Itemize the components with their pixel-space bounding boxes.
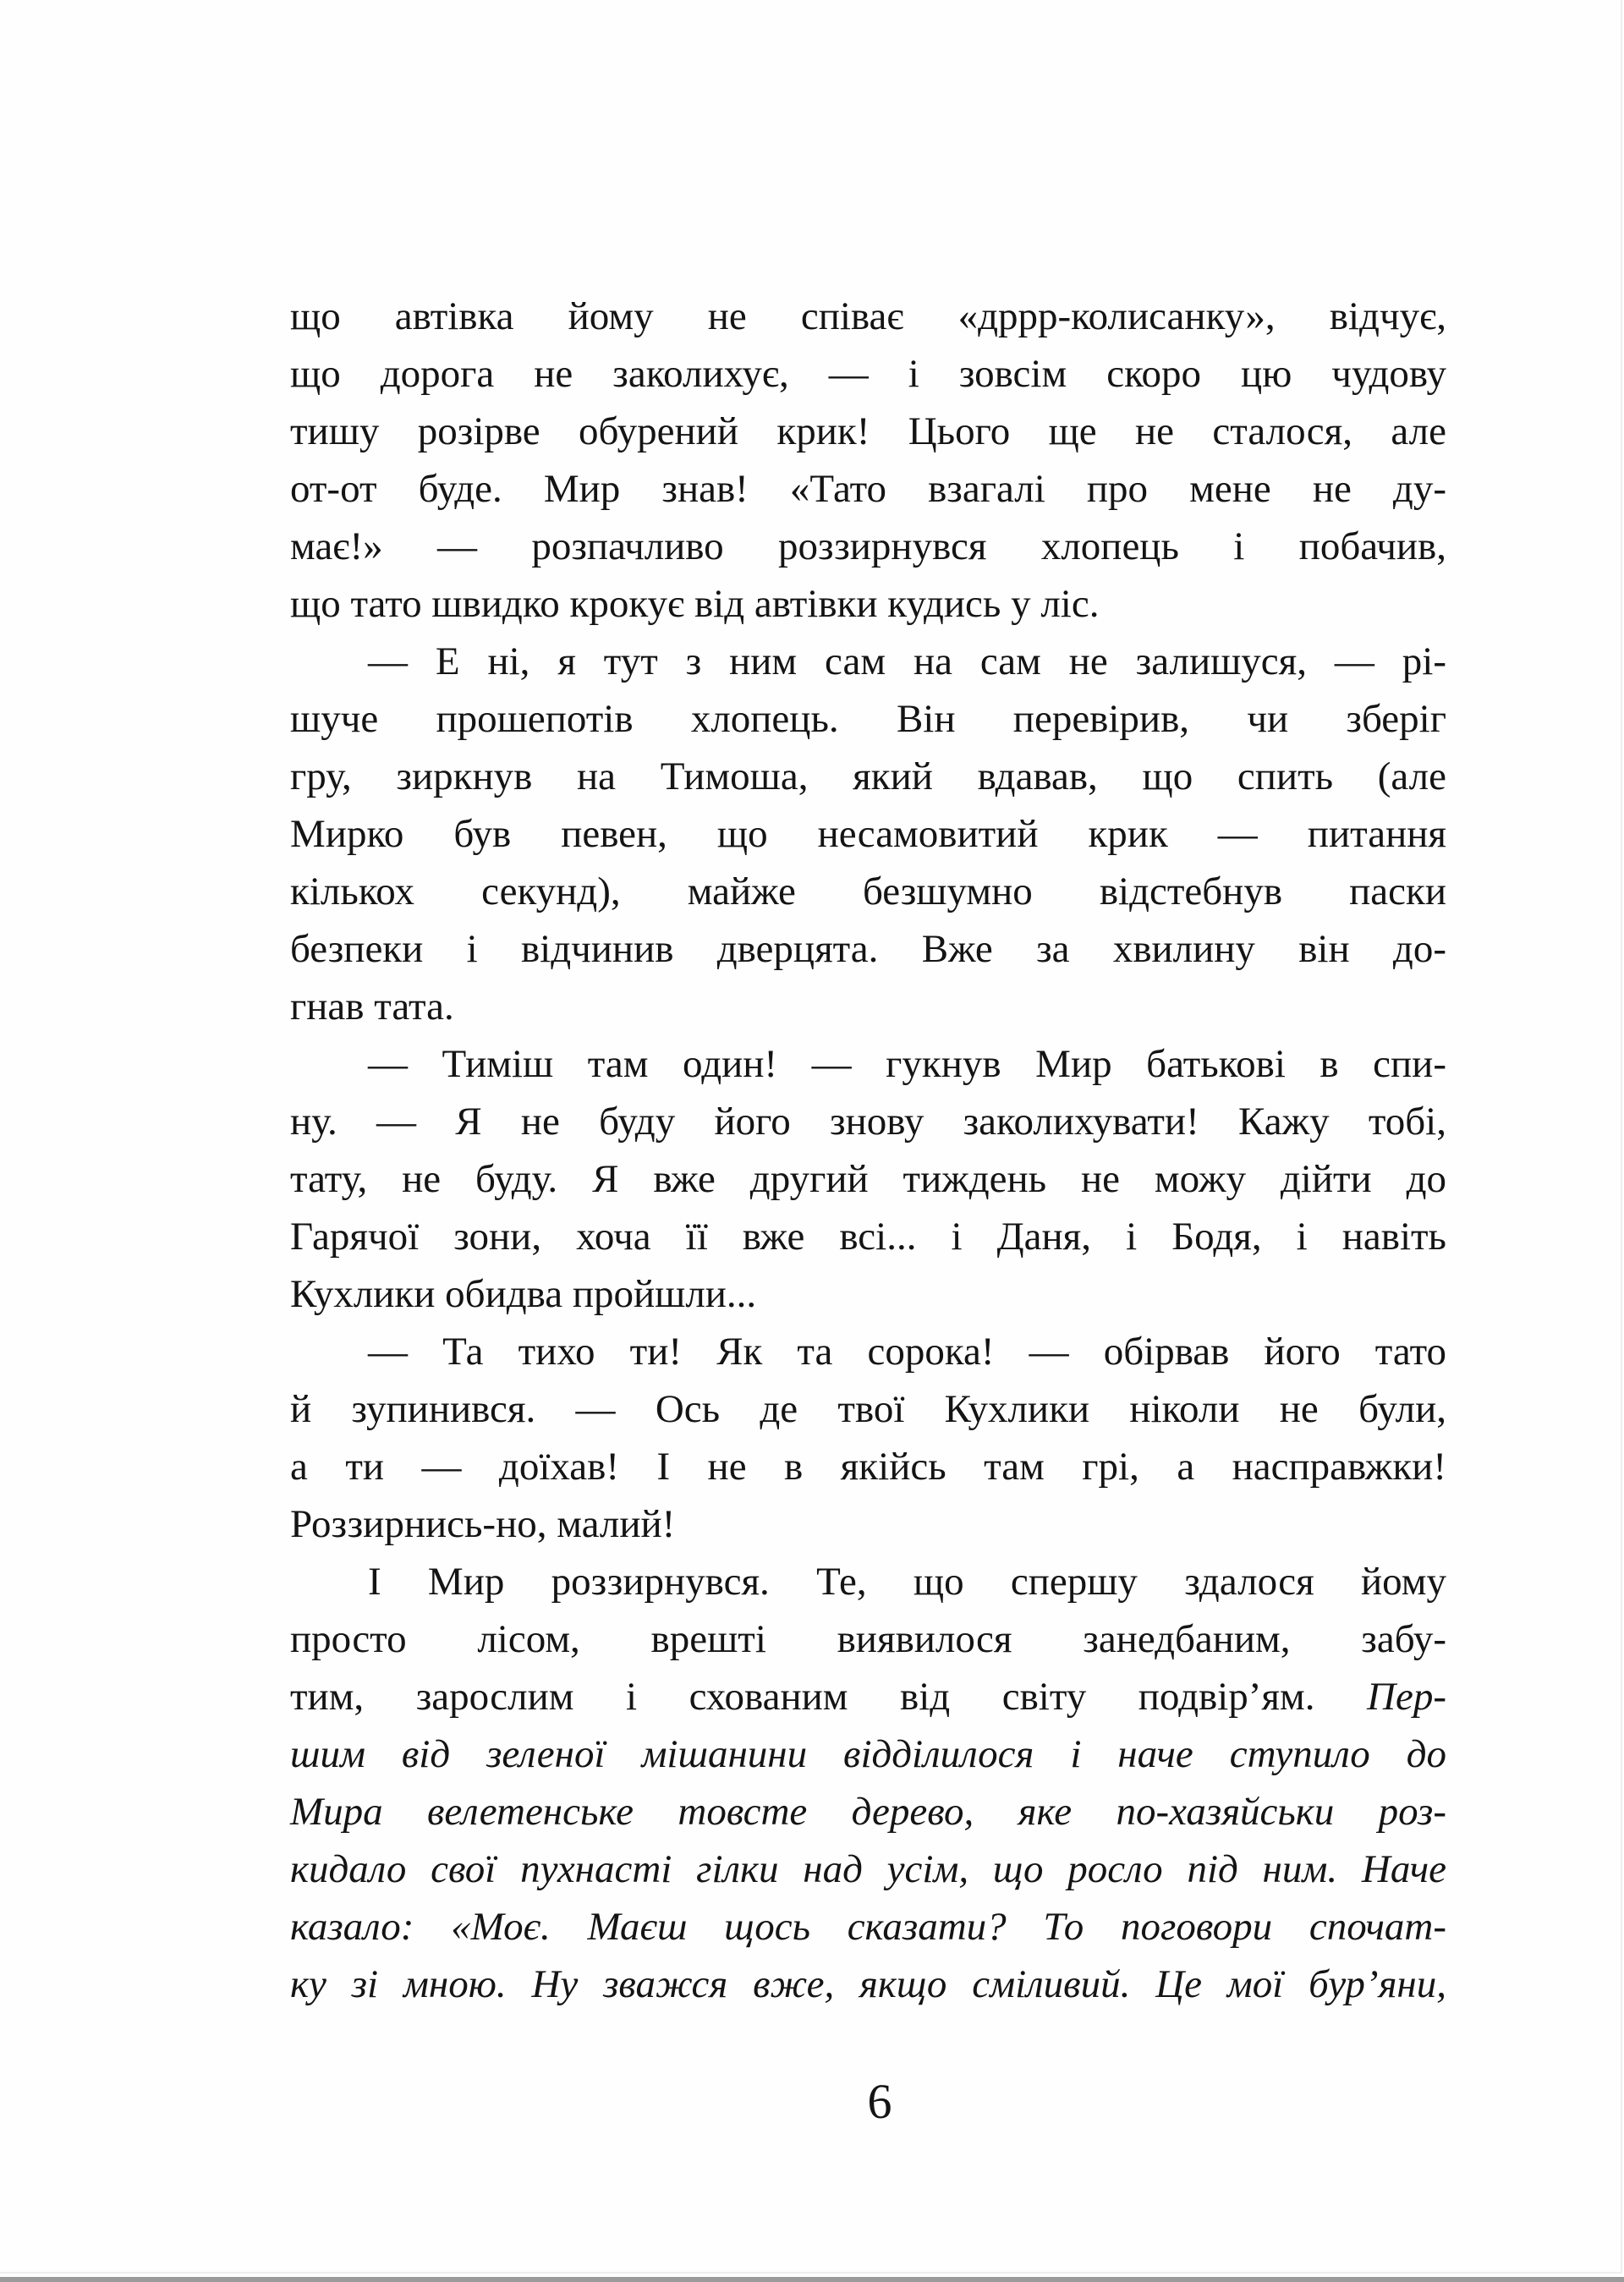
text-line: ну. — Я не буду його знову заколихувати! Кажу тобі, — [290, 1100, 1446, 1144]
text-line: Роззирнись-но, малий! — [290, 1502, 676, 1546]
italic-text-line: казало: «Моє. Маєш щось сказати? То поговори спочат- — [290, 1905, 1446, 1949]
text-segment: тим, зарослим і схованим від світу подвір’ям. — [290, 1675, 1315, 1719]
page-number: 6 — [867, 2074, 892, 2129]
text-line: а ти — доїхав! І не в якійсь там грі, а насправжки! — [290, 1445, 1446, 1489]
text-line: кількох секунд), майже безшумно відстебнув паски — [290, 869, 1446, 913]
page-bottom-edge — [0, 2277, 1624, 2282]
text-line: — Та тихо ти! Як та сорока! — обірвав його тато — [368, 1330, 1446, 1374]
text-line: гнав тата. — [290, 985, 454, 1029]
text-line: просто лісом, врешті виявилося занедбаним, забу- — [290, 1617, 1446, 1661]
italic-text-line: ку зі мною. Ну зважся вже, якщо сміливий. Це мої бур’яни, — [290, 1962, 1446, 2006]
text-line: шуче прошепотів хлопець. Він перевірив, чи зберіг — [290, 697, 1446, 741]
text-line: безпеки і відчинив дверцята. Вже за хвилину він до- — [290, 927, 1446, 971]
text-line: й зупинився. — Ось де твої Кухлики ніколи не були, — [290, 1387, 1446, 1431]
text-line — [290, 1668, 1446, 1725]
text-line: — Тиміш там один! — гукнув Мир батькові в спи- — [368, 1042, 1446, 1086]
text-line: Мирко був певен, що несамовитий крик — питання — [290, 812, 1446, 856]
text-line: І Мир роззирнувся. Те, що спершу здалося йому — [368, 1560, 1446, 1604]
text-line: Кухлики обидва пройшли... — [290, 1272, 757, 1316]
italic-text-line: Мира велетенське товсте дерево, яке по-хазяйськи роз- — [290, 1790, 1446, 1834]
text-line: що дорога не заколихує, — і зовсім скоро цю чудову — [290, 352, 1446, 396]
italic-text-line: шим від зеленої мішанини відділилося і наче ступило до — [290, 1732, 1446, 1776]
text-line: — Е ні, я тут з ним сам на сам не залишуся, — рі- — [368, 639, 1446, 683]
text-line: гру, зиркнув на Тимоша, який вдавав, що спить (але — [290, 754, 1446, 798]
text-line: тишу розірве обурений крик! Цього ще не сталося, але — [290, 409, 1446, 453]
text-line: Гарячої зони, хоча її вже всі... і Даня, і Бодя, і навіть — [290, 1215, 1446, 1259]
text-line: має!» — розпачливо роззирнувся хлопець і побачив, — [290, 524, 1446, 568]
text-line: тату, не буду. Я вже другий тиждень не можу дійти до — [290, 1157, 1446, 1201]
italic-text-segment: Пер- — [1367, 1675, 1447, 1719]
text-line: от-от буде. Мир знав! «Тато взагалі про мене не ду- — [290, 467, 1446, 511]
text-line: що автівка йому не співає «дррр-колисанку», відчує, — [290, 294, 1446, 338]
text-line: що тато швидко крокує від автівки кудись у ліс. — [290, 582, 1100, 626]
italic-text-line: кидало свої пухнасті гілки над усім, що росло під ним. Наче — [290, 1847, 1446, 1891]
